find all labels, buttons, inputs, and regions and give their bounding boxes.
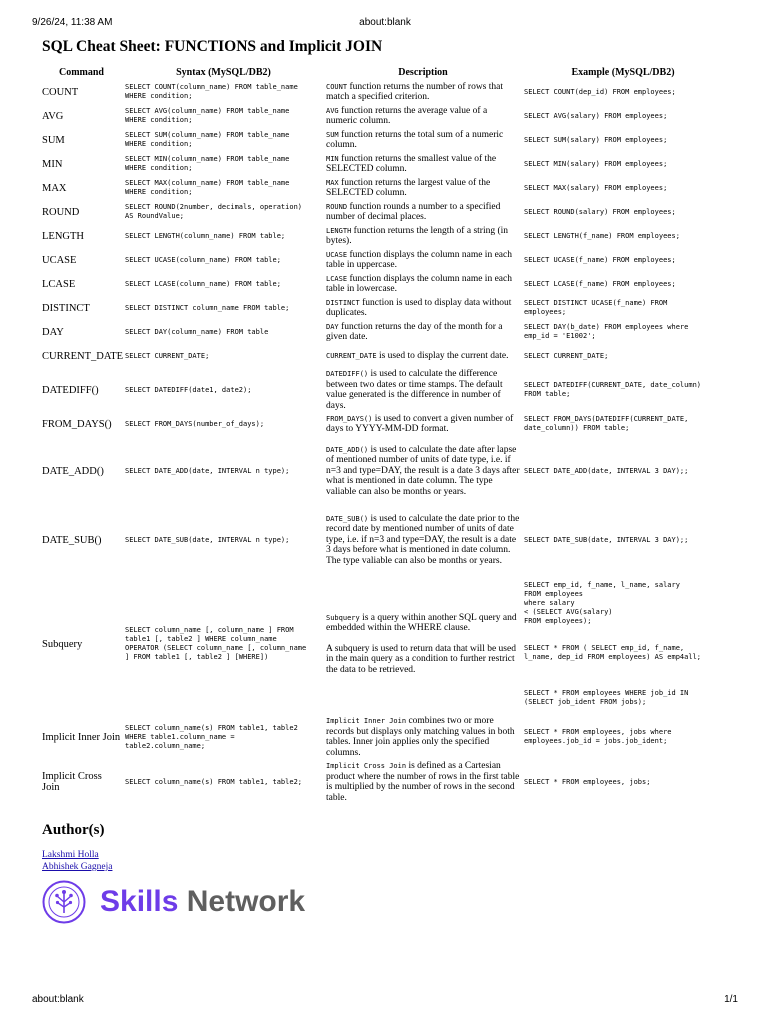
- table-row: [40, 128, 724, 152]
- description-cell: [324, 272, 522, 296]
- description-keyword: DAY: [326, 322, 339, 331]
- syntax-cell: SELECT MAX(column_name) FROM table_name WHERE condition;: [125, 179, 290, 196]
- example-cell: SELECT LCASE(f_name) FROM employees;: [524, 279, 676, 288]
- command-cell: SUM: [42, 134, 65, 146]
- description-cell: [324, 320, 522, 344]
- description-keyword: LENGTH: [326, 226, 352, 235]
- table-row: [40, 200, 724, 224]
- syntax-cell: SELECT column_name(s) FROM table1, table2 WHERE table1.column_name = table2.column_name;: [125, 723, 298, 750]
- syntax-cell: SELECT LENGTH(column_name) FROM table;: [125, 231, 286, 240]
- description-cell: [324, 368, 522, 412]
- syntax-cell: SELECT FROM_DAYS(number_of_days);: [125, 419, 265, 428]
- description-cell: [324, 714, 522, 760]
- syntax-cell: SELECT COUNT(column_name) FROM table_name WHERE condition;: [125, 83, 298, 100]
- command-cell: COUNT: [42, 86, 79, 98]
- brand-word-skills: Skills: [100, 885, 179, 918]
- cheat-sheet-table: [40, 66, 724, 804]
- command-cell: AVG: [42, 110, 64, 122]
- description-keyword: Implicit Cross Join: [326, 762, 407, 770]
- description-keyword: UCASE: [326, 250, 348, 259]
- example-cell: SELECT LENGTH(f_name) FROM employees;: [524, 231, 680, 240]
- authors-list: [42, 849, 112, 873]
- table-row: [40, 248, 724, 272]
- header-syntax: Syntax (MySQL/DB2): [176, 67, 271, 78]
- description-keyword: DATE_SUB(): [326, 514, 369, 523]
- header-description: Description: [398, 67, 448, 78]
- description-text: function returns the number of rows that match a specified criterion.: [326, 81, 503, 102]
- command-cell: MIN: [42, 158, 63, 170]
- command-cell: Implicit Cross Join: [42, 771, 102, 793]
- description-keyword: ROUND: [326, 202, 348, 211]
- description-keyword: LCASE: [326, 274, 348, 283]
- table-header-row: [40, 66, 724, 80]
- table-row: [40, 760, 724, 804]
- syntax-cell: SELECT AVG(column_name) FROM table_name WHERE condition;: [125, 107, 290, 124]
- table-row: [40, 224, 724, 248]
- description-keyword: AVG: [326, 106, 339, 115]
- description-text: is a query within another SQL query and embedded within the WHERE clause.: [326, 612, 517, 634]
- example-cell: SELECT MIN(salary) FROM employees;: [524, 159, 668, 168]
- command-cell: DISTINCT: [42, 302, 90, 314]
- description-cell: [324, 760, 522, 804]
- example-cell: SELECT ROUND(salary) FROM employees;: [524, 207, 676, 216]
- table-row: [40, 714, 724, 760]
- syntax-cell: SELECT DISTINCT column_name FROM table;: [125, 303, 290, 312]
- description-text: function returns the largest value of the SELECTED column.: [326, 177, 491, 198]
- command-cell: DATE_SUB(): [42, 534, 102, 546]
- table-row: [40, 296, 724, 320]
- description-text: is used to calculate the date after lapse of mentioned number of units of date type, i.e. if n=3 and type=DAY, the result is a date 3 days after what is mentioned in date column. The type valiable can also be months or years.: [326, 444, 520, 497]
- command-cell: FROM_DAYS(): [42, 418, 112, 430]
- print-footer: [32, 994, 738, 1005]
- command-cell: CURRENT_DATE: [42, 350, 124, 362]
- description-cell: [324, 104, 522, 128]
- command-cell: UCASE: [42, 254, 77, 266]
- syntax-cell: SELECT SUM(column_name) FROM table_name WHERE condition;: [125, 131, 290, 148]
- example-cell: SELECT MAX(salary) FROM employees;: [524, 183, 668, 192]
- description-keyword: DATEDIFF(): [326, 370, 369, 378]
- syntax-cell: SELECT DAY(column_name) FROM table: [125, 327, 269, 336]
- description-cell: [324, 224, 522, 248]
- print-footer-url: about:blank: [32, 994, 84, 1005]
- header-command: Command: [58, 67, 104, 78]
- table-row: [40, 80, 724, 104]
- command-cell: DAY: [42, 326, 64, 338]
- print-datetime: 9/26/24, 11:38 AM: [32, 17, 113, 28]
- syntax-cell: SELECT CURRENT_DATE;: [125, 351, 210, 360]
- description-text: is used to convert a given number of days to YYYY-MM-DD format.: [326, 413, 514, 434]
- print-page-title: about:blank: [359, 17, 411, 28]
- example-cell: SELECT emp_id, f_name, l_name, salary FROM employees where salary < (SELECT AVG(salary) FROM employees); SELECT * FROM ( SELECT emp_id, f_name, l_name, dep_id FROM employees) AS emp4all; SELECT * FROM employees WHERE job_id IN (SELECT job_ident FROM jobs);: [524, 581, 702, 706]
- example-cell: SELECT COUNT(dep_id) FROM employees;: [524, 87, 676, 96]
- table-row: [40, 368, 724, 412]
- description-keyword: SUM: [326, 130, 339, 139]
- description-cell: [324, 200, 522, 224]
- description-keyword: DISTINCT: [326, 298, 360, 307]
- table-row: [40, 436, 724, 506]
- description-text: function returns the length of a string (in bytes).: [326, 225, 509, 246]
- description-text: is used to calculate the date prior to the record date by mentioned number of units of date type, i.e. if n=3 and type=DAY, the result is a date 3 days before what is mentioned in date column. The type valiable can also be months or years.: [326, 513, 520, 566]
- table-body: [40, 80, 724, 804]
- description-text: function returns the average value of a numeric column.: [326, 105, 488, 126]
- description-cell: [324, 412, 522, 436]
- command-cell: LENGTH: [42, 230, 84, 242]
- example-cell: SELECT UCASE(f_name) FROM employees;: [524, 255, 676, 264]
- description-text: function returns the smallest value of the SELECTED column.: [326, 153, 497, 174]
- description-text: function returns the day of the month for a given date.: [326, 321, 503, 342]
- syntax-cell: SELECT column_name [, column_name ] FROM table1 [, table2 ] WHERE column_name OPERATOR (SELECT column_name [, column_name ] FROM table1 [, table2 ] [WHERE]): [125, 626, 307, 661]
- syntax-cell: SELECT DATE_SUB(date, INTERVAL n type);: [125, 535, 290, 544]
- description-text-extra: A subquery is used to return data that will be used in the main query as a condition to further restrict the data to be retrieved.: [326, 643, 516, 675]
- description-cell: [324, 152, 522, 176]
- description-cell: [324, 80, 522, 104]
- table-row: [40, 344, 724, 368]
- syntax-cell: SELECT DATE_ADD(date, INTERVAL n type);: [125, 466, 290, 475]
- description-cell: [324, 574, 522, 714]
- description-text: is used to calculate the difference between two dates or time stamps. The default value generated is the difference in number of days.: [326, 369, 503, 411]
- syntax-cell: SELECT MIN(column_name) FROM table_name WHERE condition;: [125, 155, 290, 172]
- description-cell: [324, 436, 522, 506]
- description-text: function returns the total sum of a numeric column.: [326, 129, 504, 150]
- network-tree-icon: [42, 880, 86, 924]
- syntax-cell: SELECT ROUND(2number, decimals, operation) AS RoundValue;: [125, 203, 303, 220]
- example-cell: SELECT DATE_ADD(date, INTERVAL 3 DAY);;: [524, 466, 689, 475]
- description-keyword: MIN: [326, 154, 339, 163]
- description-keyword: MAX: [326, 178, 339, 187]
- command-cell: LCASE: [42, 278, 76, 290]
- table-row: [40, 152, 724, 176]
- example-cell: SELECT AVG(salary) FROM employees;: [524, 111, 668, 120]
- example-cell: SELECT DISTINCT UCASE(f_name) FROM employees;: [524, 299, 668, 316]
- description-text: combines two or more records but displays only matching values in both tables. Inner join applies only the specified columns.: [326, 716, 515, 758]
- authors-heading: Author(s): [42, 822, 105, 838]
- command-cell: DATEDIFF(): [42, 384, 99, 396]
- example-cell: SELECT * FROM employees, jobs where employees.job_id = jobs.job_ident;: [524, 728, 672, 745]
- description-cell: [324, 248, 522, 272]
- description-keyword: FROM_DAYS(): [326, 414, 373, 423]
- brand-word-network: Network: [186, 885, 306, 918]
- syntax-cell: SELECT UCASE(column_name) FROM table;: [125, 255, 281, 264]
- description-keyword: Implicit Inner Join: [326, 717, 407, 725]
- description-cell: [324, 176, 522, 200]
- table-row: [40, 320, 724, 344]
- example-cell: SELECT FROM_DAYS(DATEDIFF(CURRENT_DATE, date_column)) FROM table;: [524, 415, 689, 432]
- print-page-count: 1/1: [724, 994, 738, 1005]
- page-title: SQL Cheat Sheet: FUNCTIONS and Implicit JOIN: [42, 38, 383, 55]
- description-keyword: DATE_ADD(): [326, 445, 369, 454]
- example-cell: SELECT * FROM employees, jobs;: [524, 777, 651, 786]
- example-cell: SELECT DAY(b_date) FROM employees where emp_id = 'E1002';: [524, 323, 689, 340]
- command-cell: Implicit Inner Join: [42, 731, 121, 743]
- syntax-cell: SELECT LCASE(column_name) FROM table;: [125, 279, 281, 288]
- description-text: is used to display the current date.: [376, 350, 509, 361]
- description-text: function displays the column name in each table in uppercase.: [326, 249, 512, 270]
- description-text: is defined as a Cartesian product where the number of rows in the first table is multiplied by the number of rows in the second table.: [326, 761, 520, 803]
- command-cell: Subquery: [42, 638, 83, 650]
- table-row: [40, 272, 724, 296]
- description-keyword: CURRENT_DATE: [326, 351, 377, 360]
- description-cell: [324, 506, 522, 574]
- command-cell: ROUND: [42, 206, 80, 218]
- table-row: [40, 412, 724, 436]
- author-link[interactable]: Abhishek Gagneja: [42, 862, 113, 872]
- table-row: [40, 574, 724, 714]
- description-cell: [324, 128, 522, 152]
- description-cell: [324, 344, 522, 368]
- header-example: Example (MySQL/DB2): [571, 67, 675, 78]
- skills-network-logo: [42, 880, 305, 924]
- table-row: [40, 506, 724, 574]
- description-text: function is used to display data without duplicates.: [326, 297, 512, 318]
- table-row: [40, 176, 724, 200]
- syntax-cell: SELECT column_name(s) FROM table1, table2;: [125, 777, 303, 786]
- example-cell: SELECT CURRENT_DATE;: [524, 351, 609, 360]
- table-row: [40, 104, 724, 128]
- description-text: function displays the column name in each table in lowercase.: [326, 273, 512, 294]
- description-keyword: Subquery: [326, 613, 360, 622]
- description-keyword: COUNT: [326, 82, 348, 91]
- description-cell: [324, 296, 522, 320]
- description-text: function rounds a number to a specified number of decimal places.: [326, 201, 501, 222]
- example-cell: SELECT DATE_SUB(date, INTERVAL 3 DAY);;: [524, 535, 689, 544]
- author-link[interactable]: Lakshmi Holla: [42, 850, 99, 860]
- example-cell: SELECT DATEDIFF(CURRENT_DATE, date_column) FROM table;: [524, 381, 702, 398]
- command-cell: MAX: [42, 182, 67, 194]
- syntax-cell: SELECT DATEDIFF(date1, date2);: [125, 385, 252, 394]
- command-cell: DATE_ADD(): [42, 465, 104, 477]
- example-cell: SELECT SUM(salary) FROM employees;: [524, 135, 668, 144]
